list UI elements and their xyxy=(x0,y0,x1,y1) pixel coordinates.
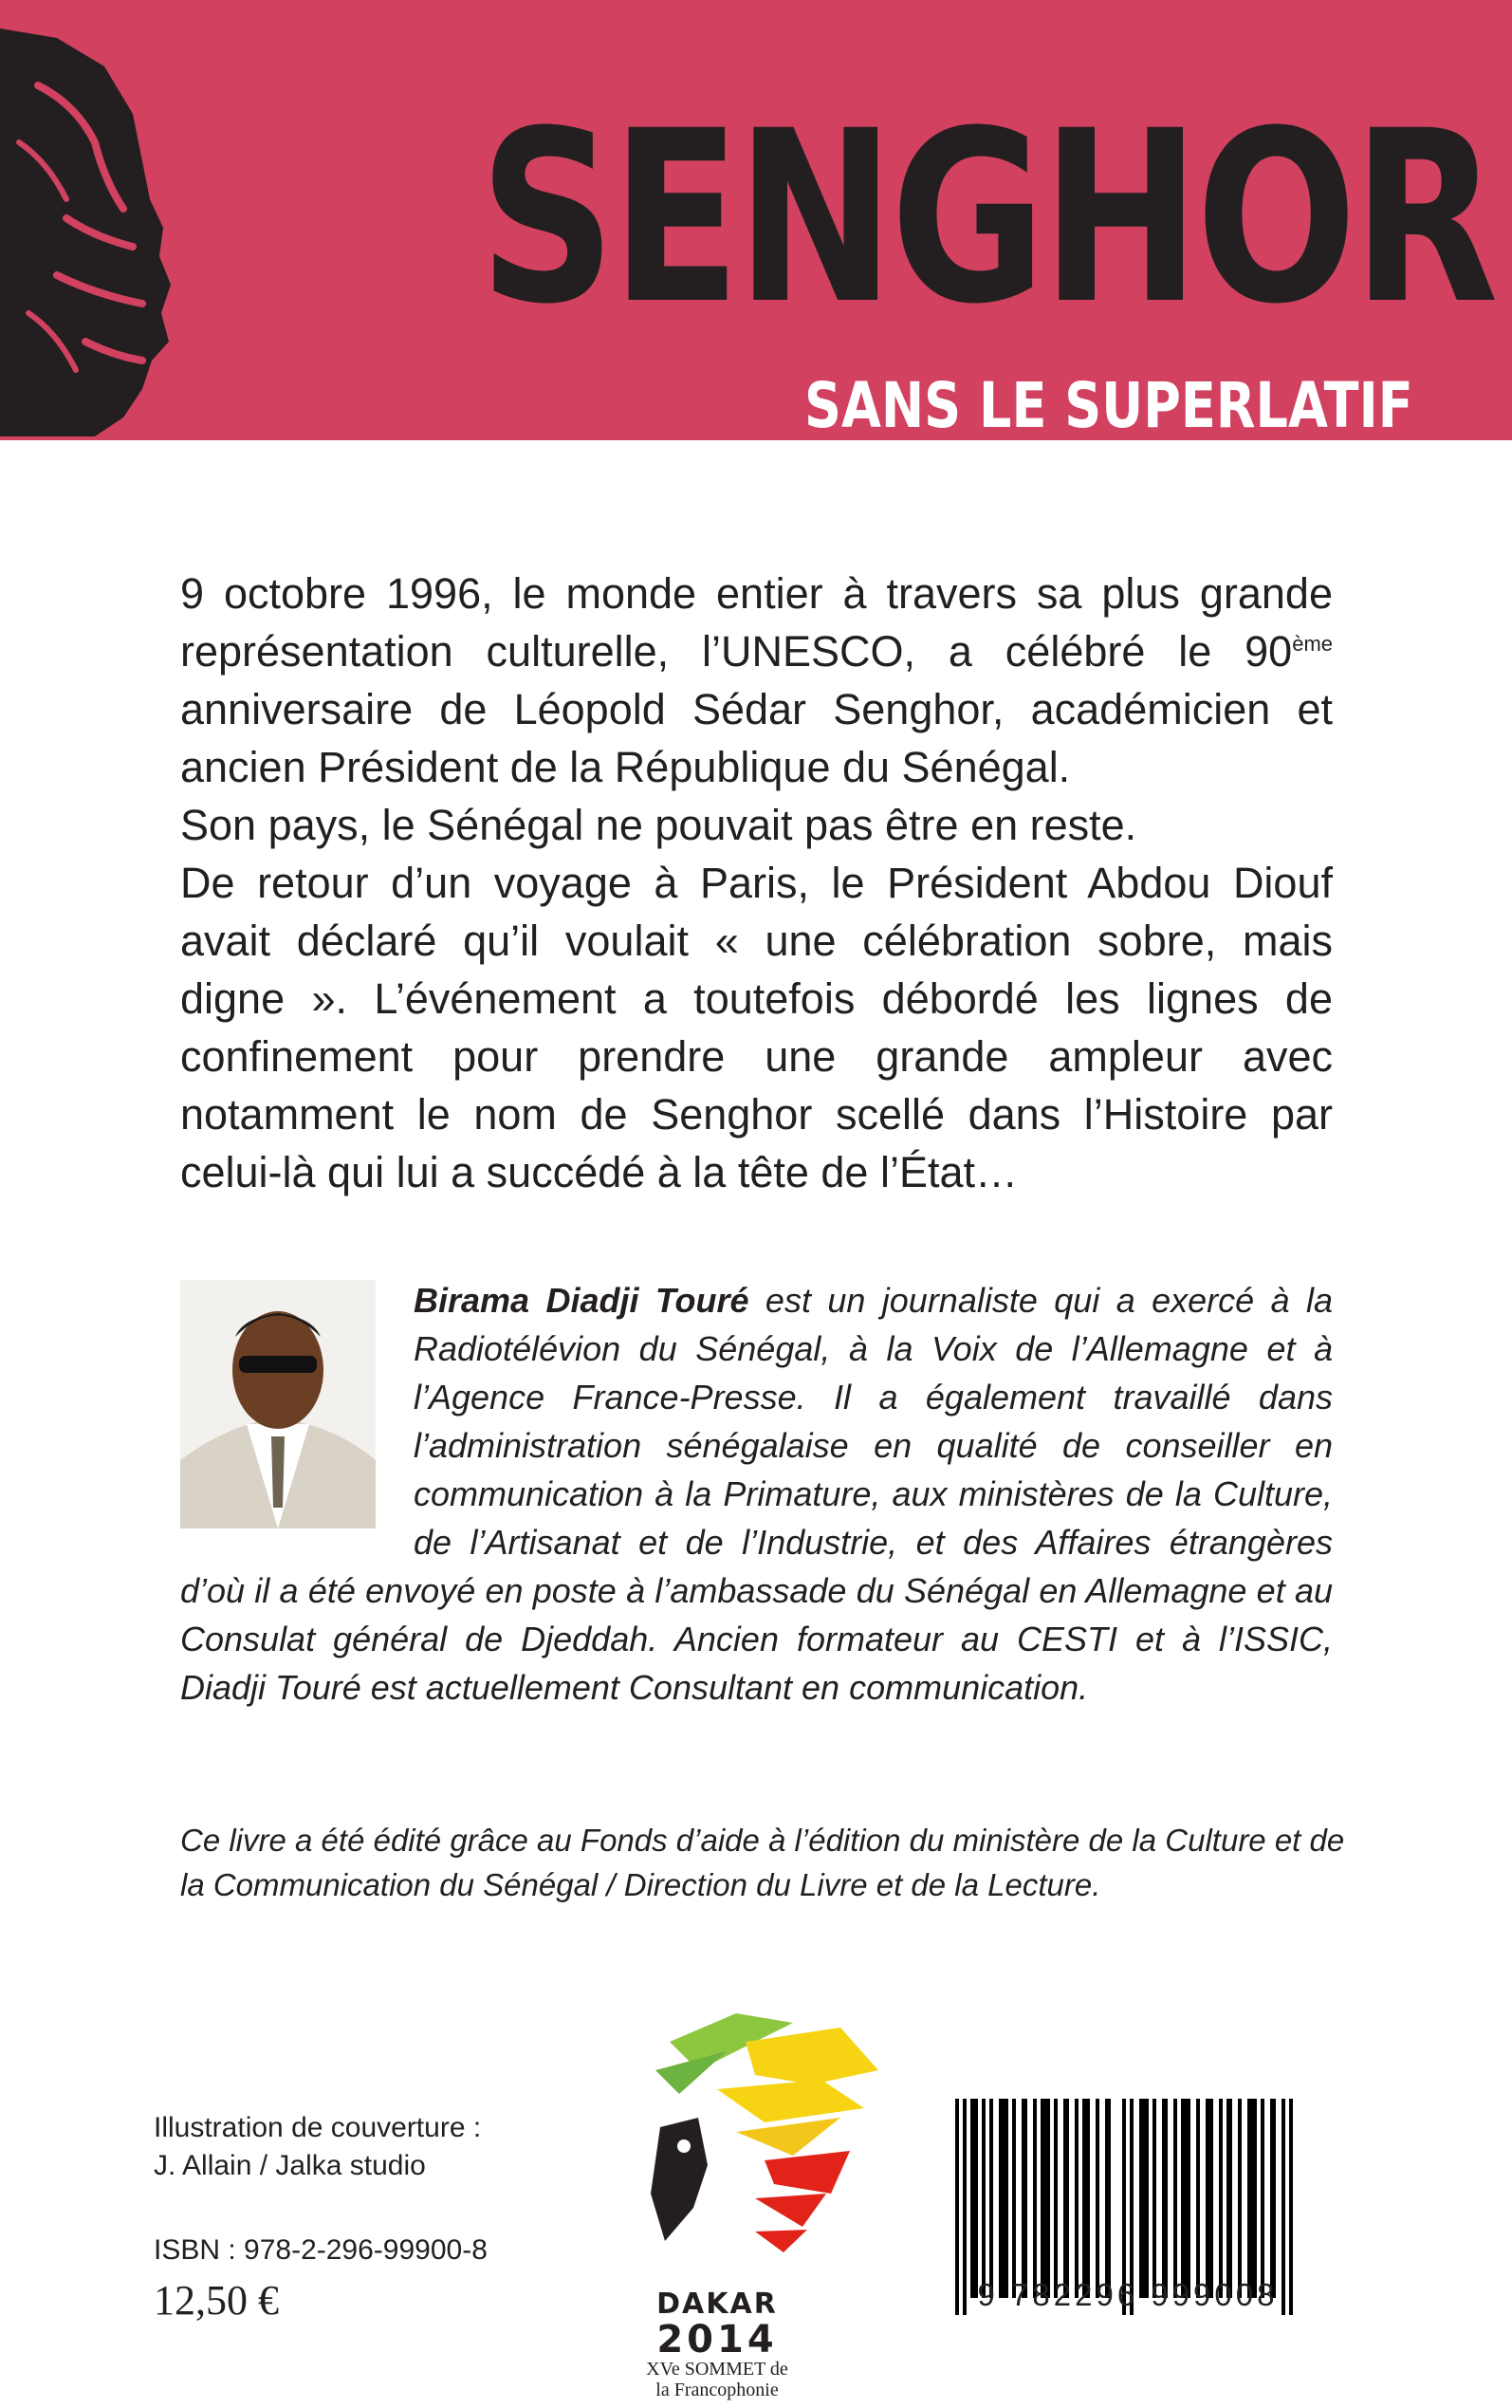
cover-banner xyxy=(0,0,1512,440)
photo-wrap-spacer xyxy=(180,1276,414,1523)
blurb-paragraph-2: Son pays, le Sénégal ne pouvait pas être en reste. xyxy=(180,801,1137,849)
illustration-credit-label: Illustration de couverture : xyxy=(154,2112,482,2143)
funding-credit: Ce livre a été édité grâce au Fonds d’aide à l’édition du ministère de la Culture et de la Communication du Sénégal / Direction du Livre et de la Lecture. xyxy=(180,1823,1345,1902)
illustration-credit-value: J. Allain / Jalka studio xyxy=(154,2150,426,2181)
logo-year: 2014 xyxy=(656,2318,778,2362)
blurb-paragraph-1: 9 octobre 1996, le monde entier à travers sa plus grande représentation culturelle, l’UNESCO, a célébré le 90ème anniversaire de Léopold Sédar Senghor, académicien et ancien Président de la République du Sénégal. xyxy=(180,569,1333,791)
barcode-digits: 9 782296 999008 xyxy=(977,2277,1279,2312)
summit-logo-text xyxy=(641,2288,793,2400)
author-biography xyxy=(180,1276,1333,1712)
superscript-eme: ème xyxy=(1292,632,1333,656)
book-subtitle: SANS LE SUPERLATIF xyxy=(804,369,1413,440)
author-name: Birama Diadji Touré xyxy=(414,1281,749,1320)
senghor-portrait-illustration xyxy=(0,28,180,436)
isbn: ISBN : 978-2-296-99900-8 xyxy=(154,2234,488,2266)
francophonie-summit-logo xyxy=(641,2004,888,2288)
back-cover-blurb xyxy=(180,565,1333,1201)
logo-sommet: XVe SOMMET de la Francophonie xyxy=(646,2359,788,2400)
price: 12,50 € xyxy=(154,2277,279,2324)
book-title: SENGHOR xyxy=(479,80,1495,356)
author-bio-text: est un journaliste qui a exercé à la Radiotélévion du Sénégal, à la Voix de l’Allemagne et à l’Agence France-Presse. Il a également travaillé dans l’administration sénégalaise en qualité de conseiller en communication à la Primature, aux ministères de la Culture, de l’Artisanat et de l’Industrie, et des Affaires étrangères d’où il a été envoyé en poste à l’ambassade du Sénégal en Allemagne et au Consulat général de Djeddah. Ancien formateur au CESTI et à l’ISSIC, Diadji Touré est actuellement Consultant en communication. xyxy=(180,1281,1333,1707)
logo-city: DAKAR xyxy=(656,2288,778,2321)
blurb-paragraph-3: De retour d’un voyage à Paris, le Président Abdou Diouf avait déclaré qu’il voulait « une célébration sobre, mais digne ». L’événement a toutefois débordé les lignes de confinement pour prendre une grande ampleur avec notamment le nom de Senghor scellé dans l’Histoire par celui-là qui lui a succédé à la tête de l’État… xyxy=(180,859,1333,1196)
